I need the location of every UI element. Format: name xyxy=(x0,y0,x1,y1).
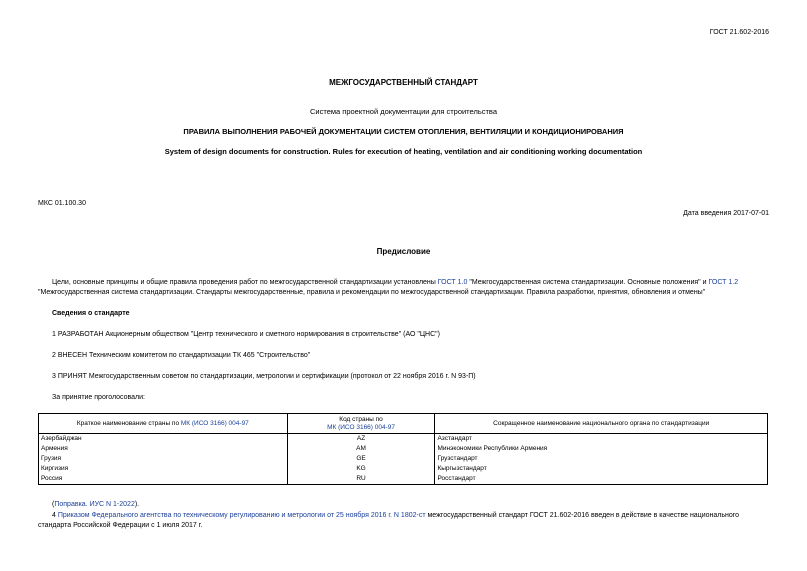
approval-paragraph xyxy=(38,511,770,531)
country-column-header xyxy=(39,414,288,434)
mk-iso-link-2[interactable]: МК (ИСО 3166) 004-97 xyxy=(327,423,396,431)
organ-cell: Грузстандарт xyxy=(435,454,768,464)
organ-cell: Азстандарт xyxy=(435,434,768,445)
country-cell: Азербайджан xyxy=(39,434,288,445)
system-title: Система проектной документации для строительства xyxy=(309,107,497,116)
gost-1-0-link[interactable]: ГОСТ 1.0 xyxy=(437,279,468,286)
adopted-item: 3 ПРИНЯТ Межгосударственным советом по стандартизации, метрологии и сертификации (протокол от 22 ноября 2016 г. N 93-П) xyxy=(52,373,476,380)
table-row xyxy=(39,434,768,445)
introduction-date: Дата введения 2017-07-01 xyxy=(683,210,769,217)
standard-type-title: МЕЖГОСУДАРСТВЕННЫЙ СТАНДАРТ xyxy=(329,78,478,87)
code-column-header xyxy=(287,414,435,434)
english-title: System of design documents for construction. Rules for execution of heating, ventilation and air conditioning working documentation xyxy=(164,147,643,156)
code-cell: RU xyxy=(287,474,435,485)
country-cell: Грузия xyxy=(39,454,288,464)
item4-number: 4 xyxy=(52,512,58,519)
voted-label: За принятие проголосовали: xyxy=(52,394,145,401)
amendment-note xyxy=(52,500,139,509)
organ-cell: Минэкономики Республики Армения xyxy=(435,444,768,454)
country-cell: Киргизия xyxy=(39,464,288,474)
main-title: ПРАВИЛА ВЫПОЛНЕНИЯ РАБОЧЕЙ ДОКУМЕНТАЦИИ СИСТЕМ ОТОПЛЕНИЯ, ВЕНТИЛЯЦИИ И КОНДИЦИОНИРОВАНИЯ xyxy=(183,127,624,136)
foreword-text-2: "Межгосударственная система стандартизации. Основные положения" и xyxy=(467,279,709,286)
code-cell: GE xyxy=(287,454,435,464)
code-header-text: Код страны по xyxy=(339,415,383,423)
submitted-item: 2 ВНЕСЕН Техническим комитетом по стандартизации ТК 465 "Строительство" xyxy=(52,352,311,359)
table-row xyxy=(39,474,768,485)
organ-cell: Росстандарт xyxy=(435,474,768,485)
amendment-open: ( xyxy=(52,501,55,508)
foreword-heading: Предисловие xyxy=(376,247,431,256)
mk-iso-link-1[interactable]: МК (ИСО 3166) 004-97 xyxy=(180,419,249,427)
code-cell: AM xyxy=(287,444,435,454)
voting-states-table xyxy=(38,413,768,485)
gost-1-2-link[interactable]: ГОСТ 1.2 xyxy=(708,279,739,286)
country-header-text: Краткое наименование страны по xyxy=(76,419,181,427)
organ-column-header: Сокращенное наименование национального органа по стандартизации xyxy=(435,414,768,434)
code-cell: AZ xyxy=(287,434,435,445)
table-row xyxy=(39,464,768,474)
country-cell: Армения xyxy=(39,444,288,454)
amendment-link[interactable]: Поправка. ИУС N 1-2022 xyxy=(54,501,135,508)
code-cell: KG xyxy=(287,464,435,474)
mks-code: МКС 01.100.30 xyxy=(38,200,86,207)
table-row xyxy=(39,444,768,454)
foreword-paragraph xyxy=(38,278,770,298)
foreword-text-1: Цели, основные принципы и общие правила проведения работ по межгосударственной стандартизации установлены xyxy=(52,279,438,286)
country-cell: Россия xyxy=(39,474,288,485)
developer-item: 1 РАЗРАБОТАН Акционерным обществом "Центр технического и сметного нормирования в строительстве" (АО "ЦНС") xyxy=(52,331,440,338)
order-link[interactable]: Приказом Федерального агентства по техническому регулированию и метрологии от 25 ноября 2016 г. N 1802-ст xyxy=(57,512,426,519)
organ-cell: Кыргызстандарт xyxy=(435,464,768,474)
table-row xyxy=(39,454,768,464)
amendment-close: ). xyxy=(134,501,140,508)
standard-info-heading: Сведения о стандарте xyxy=(52,310,130,317)
item4-text: межгосударственный стандарт ГОСТ 21.602-2016 введен в действие в качестве национального стандарта Российской Федерации с 1 июля 2017 г. xyxy=(38,512,740,529)
document-code: ГОСТ 21.602-2016 xyxy=(709,29,769,36)
foreword-text-3: "Межгосударственная система стандартизации. Стандарты межгосударственные, правила и рекомендации по межгосударственной стандартизации. Правила разработки, принятия, обновления и отмены" xyxy=(38,289,706,296)
